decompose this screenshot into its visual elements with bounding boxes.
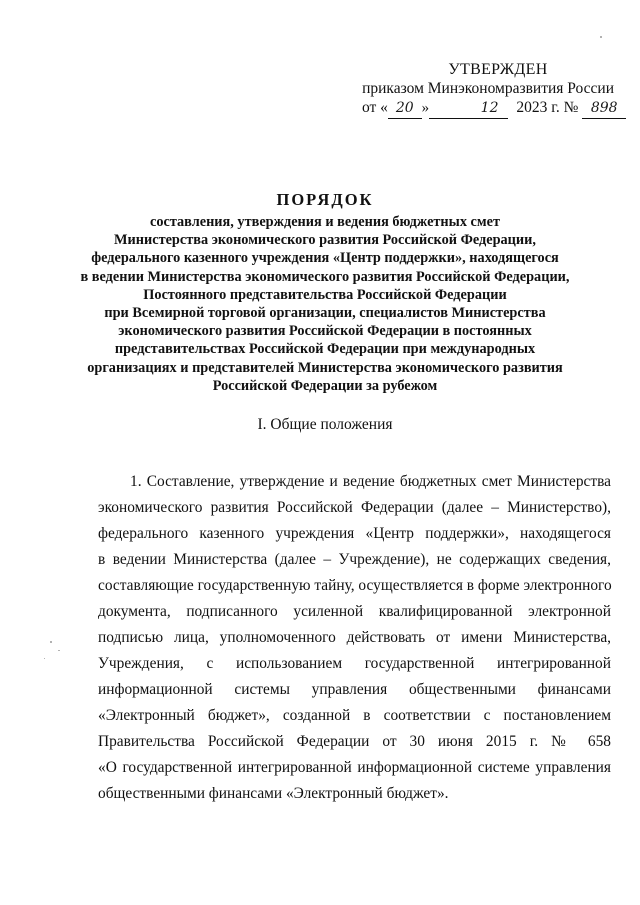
subtitle-line: представительствах Российской Федерации при международных (114, 341, 536, 358)
subtitle-line: Постоянного представительства Российской Федерации (143, 286, 507, 303)
paragraph-line: информационной системы управления общественными финансами (98, 681, 611, 698)
scan-speck (600, 36, 602, 38)
subtitle-line: Российской Федерации за рубежом (212, 377, 438, 394)
date-prefix: от « (361, 99, 388, 116)
order-date-line (356, 98, 626, 119)
document-subtitle (60, 213, 590, 395)
handwritten-order-number: 898 (582, 99, 626, 119)
paragraph-line: 1. Составление, утверждение и ведение бюджетных смет Министерства (130, 473, 611, 490)
paragraph-line: «Электронный бюджет», созданной в соответствии с постановлением (98, 707, 611, 724)
paragraph-line: в ведении Министерства (далее – Учреждение), не содержащих сведения, (98, 551, 611, 568)
date-quote-close: » (421, 100, 430, 116)
subtitle-line: при Всемирной торговой организации, специалистов Министерства (104, 305, 546, 322)
subtitle-line: составления, утверждения и ведения бюджетных смет (149, 214, 501, 230)
approval-stamp (356, 60, 626, 119)
section-heading: I. Общие положения (257, 416, 393, 433)
scan-speck (44, 658, 45, 659)
paragraph-line: Правительства Российской Федерации от 30 июня 2015 г. № 658 (98, 733, 611, 750)
body-paragraph (98, 469, 611, 807)
paragraph-line: федерального казенного учреждения «Центр поддержки», находящегося (98, 525, 611, 542)
handwritten-day: 20 (388, 99, 422, 119)
paragraph-line: экономического развития Российской Федерации (далее – Министерство), (98, 499, 611, 516)
year-and-number-label: 2023 г. № (516, 99, 579, 116)
paragraph-line: документа, подписанного усиленной квалифицированной электронной (98, 603, 611, 620)
subtitle-line: федерального казенного учреждения «Центр поддержки», находящегося (91, 250, 559, 267)
subtitle-line: Министерства экономического развития Российской Федерации, (114, 232, 536, 249)
approved-label: УТВЕРЖДЕН (448, 61, 548, 78)
handwritten-month: 12 (429, 99, 508, 119)
subtitle-line: в ведении Министерства экономического развития Российской Федерации, (80, 268, 570, 285)
paragraph-line: общественными финансами «Электронный бюджет». (98, 785, 449, 802)
paragraph-line: Учреждения, с использованием государственной интегрированной (98, 655, 611, 672)
order-reference: приказом Минэкономразвития России (362, 80, 614, 97)
subtitle-line: организациях и представителей Министерства экономического развития (87, 359, 563, 376)
scan-speck (50, 641, 52, 643)
scan-speck (58, 650, 60, 651)
paragraph-line: подписью лица, уполномоченного действовать от имени Министерства, (98, 629, 611, 646)
subtitle-line: экономического развития Российской Федерации в постоянных (118, 323, 532, 340)
paragraph-line: составляющие государственную тайну, осуществляется в форме электронного (98, 577, 612, 594)
paragraph-line: «О государственной интегрированной информационной системе управления (98, 759, 611, 776)
document-title: ПОРЯДОК (276, 190, 374, 209)
